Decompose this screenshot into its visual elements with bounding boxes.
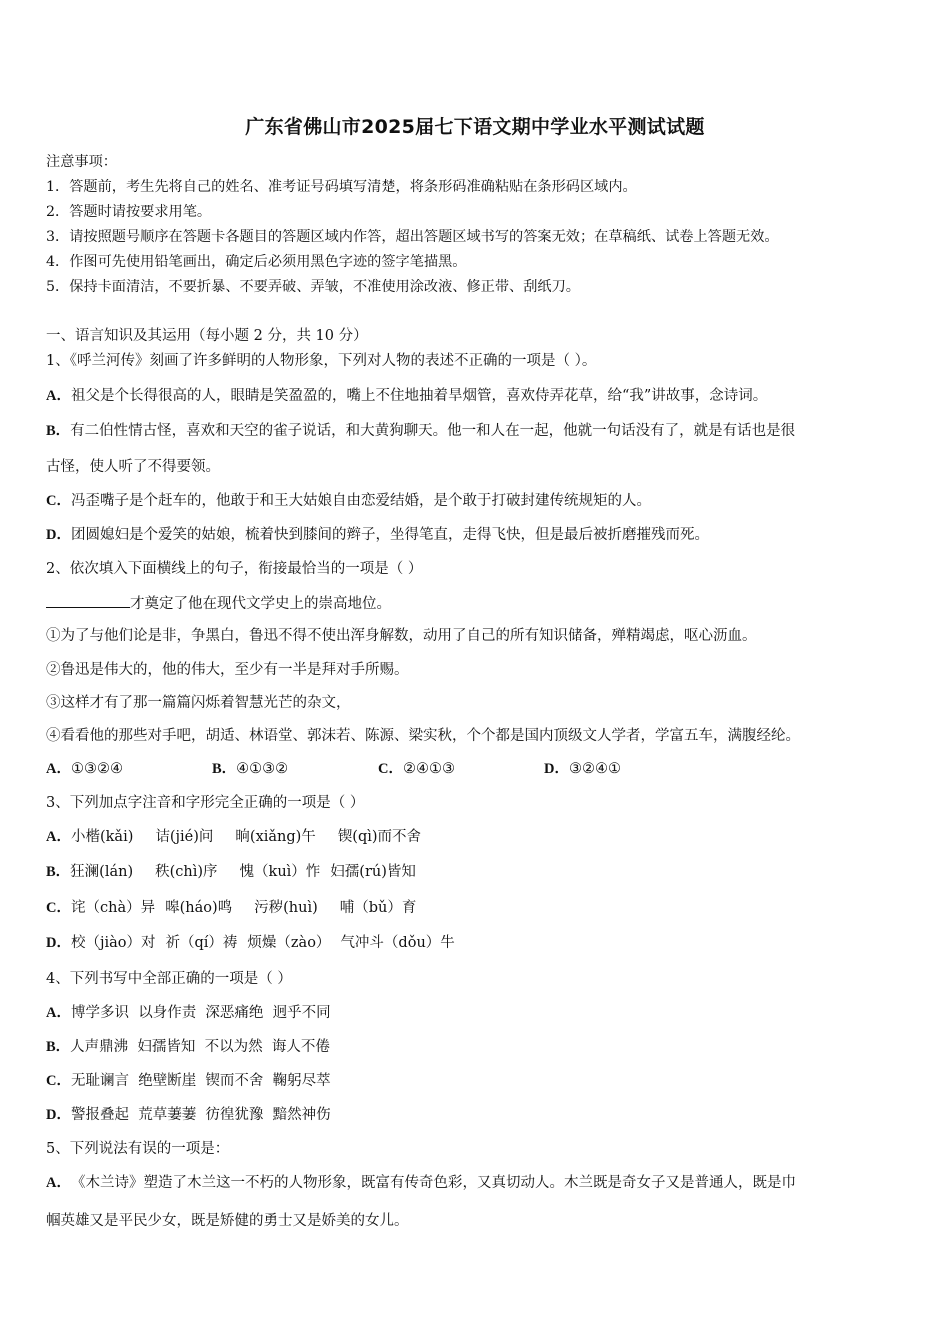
q2-choice-c — [378, 759, 544, 779]
q2-sentence: ④看看他的那些对手吧，胡适、林语堂、郭沫若、陈源、梁实秋，个个都是国内顶级文人学者，学富五车，满腹经纶。 — [46, 728, 800, 744]
option-label: C． — [46, 493, 71, 509]
option-text: 《木兰诗》塑造了木兰这一不朽的人物形象，既富有传奇色彩，又真切动人。木兰既是奇女子又是普通人，既是巾 — [70, 1175, 796, 1191]
option-label: B． — [46, 423, 71, 439]
word-item: 气冲斗（dǒu）牛 — [340, 935, 455, 951]
word-item: 妇孺(rú)皆知 — [330, 864, 416, 880]
option-label: B． — [46, 1039, 71, 1055]
notice-item: 3．请按照题号顺序在答题卡各题目的答题区域内作答，超出答题区域书写的答案无效；在草稿纸、试卷上答题无效。 — [46, 229, 779, 245]
q2-choice-b — [212, 759, 378, 779]
option-label: C． — [46, 900, 71, 916]
section-heading: 一、语言知识及其运用（每小题 2 分，共 10 分） — [46, 328, 368, 344]
q1-option-b-continued: 古怪，使人听了不得要领。 — [46, 459, 220, 475]
option-text: 冯歪嘴子是个赶车的，他敢于和王大姑娘自由恋爱结婚，是个敢于打破封建传统规矩的人。 — [70, 493, 651, 509]
notice-item: 1．答题前，考生先将自己的姓名、准考证号码填写清楚，将条形码准确粘贴在条形码区域内。 — [46, 179, 637, 195]
q5-option-a — [46, 1173, 796, 1193]
word-item: 诧（chà）异 — [70, 900, 156, 916]
q1-option-a — [46, 386, 767, 406]
notice-heading: 注意事项： — [46, 154, 117, 170]
q2-blank-line — [46, 593, 391, 614]
q3-option-a — [46, 827, 443, 847]
q2-choice-a — [46, 759, 212, 779]
option-text: 人声鼎沸 妇孺皆知 不以为然 诲人不倦 — [70, 1039, 330, 1055]
option-text: ②④①③ — [402, 761, 455, 777]
option-text: 警报叠起 荒草萋萋 彷徨犹豫 黯然神伤 — [70, 1107, 331, 1123]
q2-sentence: ①为了与他们论是非，争黑白，鲁迅不得不使出浑身解数，动用了自己的所有知识储备，殚精竭虑，呕心沥血。 — [46, 628, 757, 644]
option-label: B． — [212, 761, 237, 777]
option-text: 博学多识 以身作责 深恶痛绝 迥乎不同 — [70, 1005, 331, 1021]
q4-option-d — [46, 1105, 331, 1125]
notice-item: 5．保持卡面清洁，不要折暴、不要弄破、弄皱，不准使用涂改液、修正带、刮纸刀。 — [46, 279, 580, 295]
option-label: D． — [544, 761, 569, 777]
q1-option-b — [46, 421, 795, 441]
q2-sentence: ③这样才有了那一篇篇闪烁着智慧光芒的杂文， — [46, 695, 351, 711]
q1-option-c — [46, 491, 651, 511]
q4-option-a — [46, 1003, 331, 1023]
option-label: A． — [46, 761, 71, 777]
word-item: 锲(qì)而不舍 — [337, 829, 422, 845]
word-item: 哺（bǔ）育 — [339, 900, 417, 916]
q5-option-a-continued: 帼英雄又是平民少女，既是矫健的勇士又是娇美的女儿。 — [46, 1213, 409, 1229]
page-title: 广东省佛山市2025届七下语文期中学业水平测试试题 — [245, 116, 705, 138]
option-label: C． — [46, 1073, 71, 1089]
option-label: D． — [46, 1107, 71, 1123]
option-label: A． — [46, 388, 71, 404]
notice-item: 4．作图可先使用铅笔画出，确定后必须用黑色字迹的签字笔描黑。 — [46, 254, 467, 270]
option-label: D． — [46, 935, 71, 951]
question-4-stem: 4、下列书写中全部正确的一项是（ ） — [46, 971, 292, 987]
option-text: ①③②④ — [70, 761, 123, 777]
option-text: ④①③② — [236, 761, 289, 777]
q3-option-d — [46, 933, 477, 953]
question-5-stem: 5、下列说法有误的一项是： — [46, 1141, 230, 1157]
option-text: 有二伯性情古怪，喜欢和天空的雀子说话，和大黄狗聊天。他一和人在一起，他就一句话没有了，就是有话也是很 — [70, 423, 796, 439]
q4-option-b — [46, 1037, 330, 1057]
word-item: 烦燥（zào） — [247, 935, 331, 951]
word-item: 祈（qí）祷 — [165, 935, 238, 951]
q3-option-c — [46, 898, 438, 918]
q1-option-d — [46, 525, 709, 545]
option-label: A． — [46, 1005, 71, 1021]
word-item: 愧（kuì）怍 — [239, 864, 321, 880]
option-text: ③②④① — [568, 761, 621, 777]
q3-option-b — [46, 862, 438, 882]
answer-blank — [46, 593, 130, 608]
option-text: 无耻谰言 绝壁断崖 锲而不舍 鞠躬尽萃 — [70, 1073, 331, 1089]
word-item: 诘(jié)问 — [155, 829, 214, 845]
blank-sentence: 才奠定了他在现代文学史上的崇高地位。 — [130, 596, 391, 612]
question-3-stem: 3、下列加点字注音和字形完全正确的一项是（ ） — [46, 795, 365, 811]
option-label: C． — [378, 761, 403, 777]
option-text: 团圆媳妇是个爱笑的姑娘，梳着快到膝间的辫子，坐得笔直，走得飞快，但是最后被折磨摧残而死。 — [70, 527, 709, 543]
q2-choice-d — [544, 759, 710, 779]
q2-sentence: ②鲁迅是伟大的，他的伟大，至少有一半是拜对手所赐。 — [46, 662, 409, 678]
word-item: 晌(xiǎng)午 — [235, 829, 316, 845]
option-label: A． — [46, 829, 71, 845]
word-item: 小楷(kǎi) — [70, 829, 134, 845]
word-item: 校（jiào）对 — [70, 935, 156, 951]
word-item: 污秽(huì) — [254, 900, 318, 916]
q4-option-c — [46, 1071, 331, 1091]
option-label: A． — [46, 1175, 71, 1191]
word-item: 狂澜(lán) — [70, 864, 134, 880]
notice-item: 2．答题时请按要求用笔。 — [46, 204, 212, 220]
q2-choices — [46, 759, 710, 779]
option-label: B． — [46, 864, 71, 880]
option-text: 祖父是个长得很高的人，眼睛是笑盈盈的，嘴上不住地抽着旱烟管，喜欢侍弄花草，给“我”讲故事，念诗词。 — [70, 388, 768, 404]
option-label: D． — [46, 527, 71, 543]
word-item: 嗥(háo)鸣 — [165, 900, 233, 916]
question-1-stem: 1、《呼兰河传》刻画了许多鲜明的人物形象，下列对人物的表述不正确的一项是（ ）。 — [46, 353, 597, 369]
word-item: 秩(chì)序 — [155, 864, 218, 880]
question-2-stem: 2、依次填入下面横线上的句子，衔接最恰当的一项是（ ） — [46, 561, 423, 577]
